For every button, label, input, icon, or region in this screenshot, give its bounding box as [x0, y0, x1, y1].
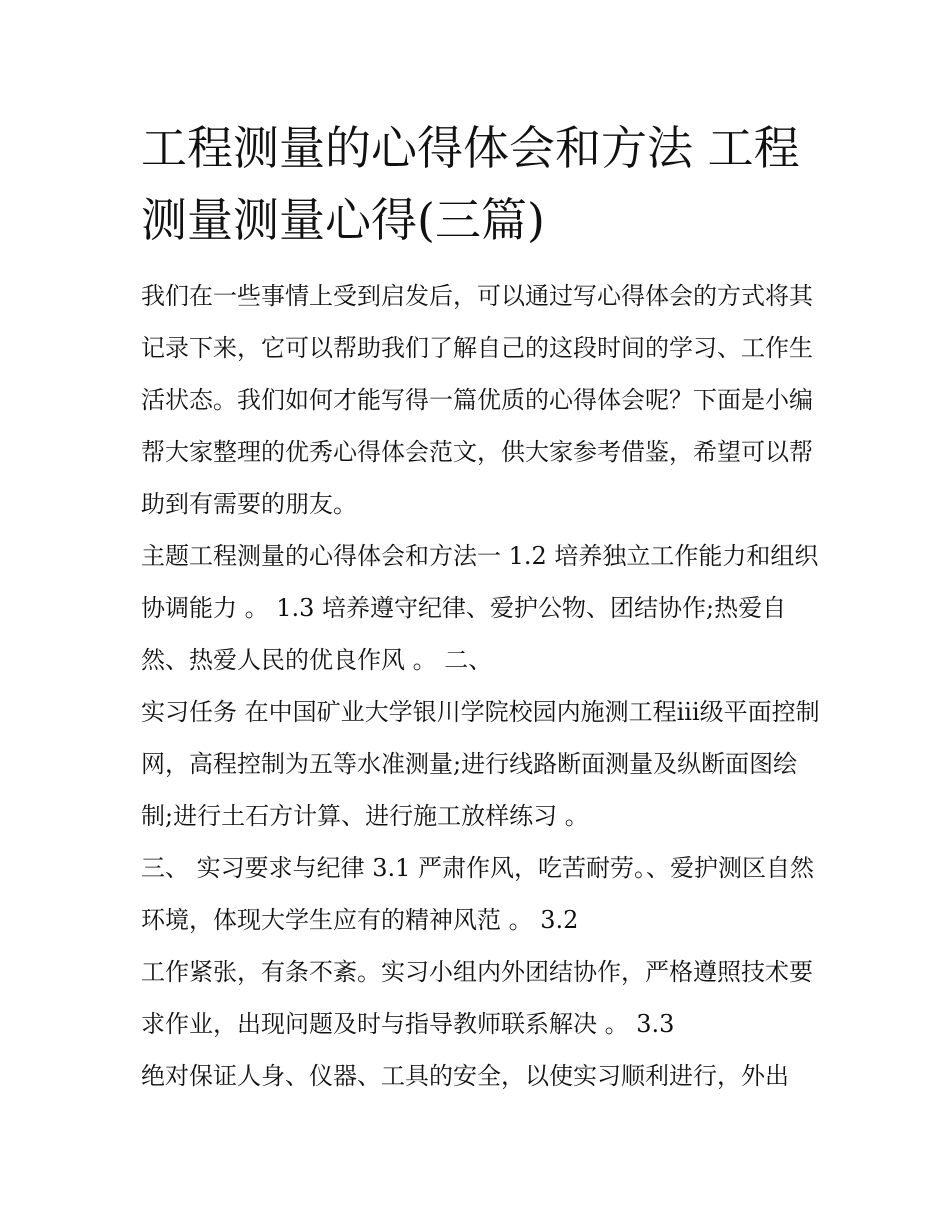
document-body [141, 270, 821, 1102]
paragraph-tasks: 实习任务 在中国矿业大学银川学院校园内施测工程iii级平面控制网，高程控制为五等水准测量;进行线路断面测量及纵断面图绘制;进行土石方计算、进行施工放样练习 。 [141, 698, 820, 830]
paragraph-objectives: 主题工程测量的心得体会和方法一 1.2 培养独立工作能力和组织协调能力 。 1.3 培养遵守纪律、爱护公物、团结协作;热爱自然、热爱人民的优良作风 。 二、 [141, 542, 819, 674]
document-title: 工程测量的心得体会和方法 工程测量测量心得(三篇) [141, 121, 800, 247]
paragraph-safety: 绝对保证人身、仪器、工具的安全，以使实习顺利进行，外出 [141, 1062, 789, 1090]
paragraph-intro: 我们在一些事情上受到启发后，可以通过写心得体会的方式将其记录下来，它可以帮助我们了解自己的这段时间的学习、工作生活状态。我们如何才能写得一篇优质的心得体会呢？下面是小编帮大家整理的优秀心得体会范文，供大家参考借鉴，希望可以帮助到有需要的朋友。 [141, 282, 813, 518]
paragraph-requirements: 三、 实习要求与纪律 3.1 严肃作风，吃苦耐劳。、爱护测区自然环境，体现大学生应有的精神风范 。 3.2 [141, 854, 815, 934]
paragraph-teamwork: 工作紧张，有条不紊。实习小组内外团结协作，严格遵照技术要求作业，出现问题及时与指导教师联系解决 。 3.3 [141, 958, 813, 1038]
